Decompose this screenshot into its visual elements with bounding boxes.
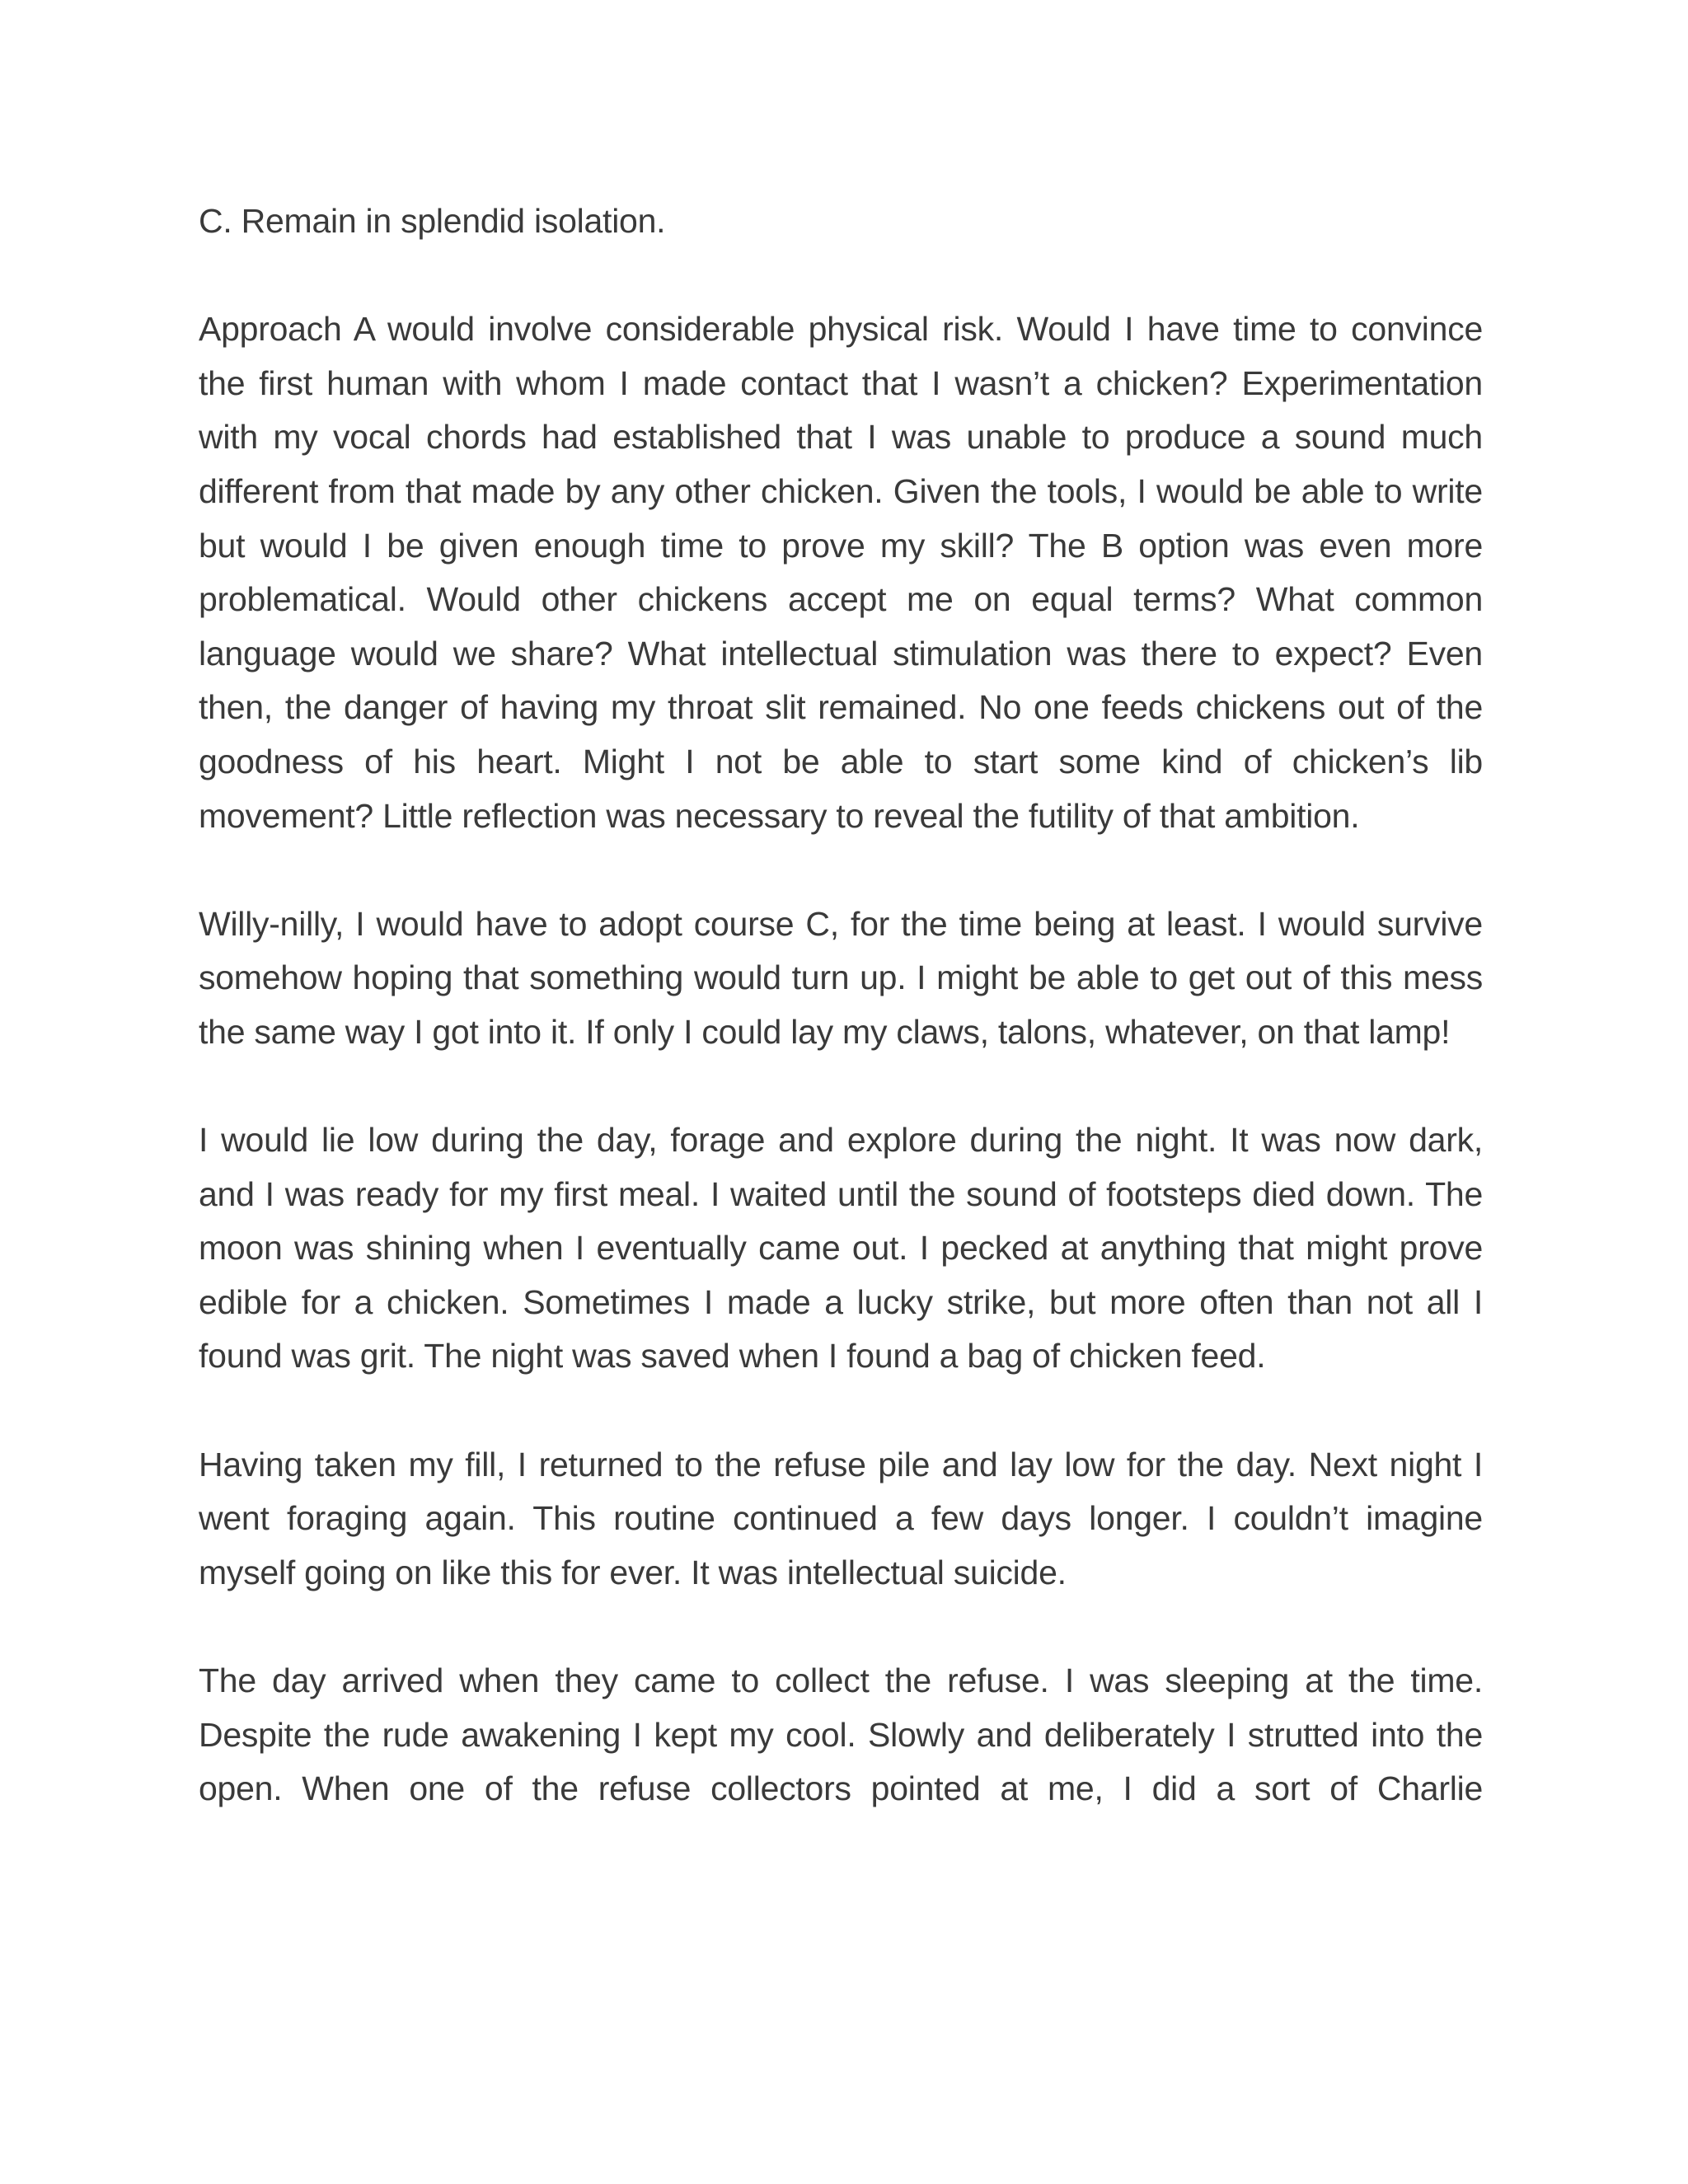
paragraph-taken-my-fill: Having taken my fill, I returned to the refuse pile and lay low for the day. Next night I went foraging again. This routine continued a few days longer. I couldn’t imagine myself going on like this for ever. It was intellectual suicide. [199, 1445, 1483, 1591]
paragraph-option-c: C. Remain in splendid isolation. [199, 202, 666, 240]
paragraph-willy-nilly: Willy-nilly, I would have to adopt course C, for the time being at least. I would survive somehow hoping that something would turn up. I might be able to get out of this mess the same way I got into it. If only I could lay my claws, talons, whatever, on that lamp! [199, 904, 1483, 1051]
paragraph-approach-a: Approach A would involve considerable physical risk. Would I have time to convince the first human with whom I made contact that I wasn’t a chicken? Experimentation with my vocal chords had established that I was unable to produce a sound much different from that made by any other chicken. Given the tools, I would be able to write but would I be given enough time to prove my skill? The B option was even more problematical. Would other chickens accept me on equal terms? What common language would we share? What intellectual stimulation was there to expect? Even then, the danger of having my throat slit remained. No one feeds chickens out of the goodness of his heart. Might I not be able to start some kind of chicken’s lib movement? Little reflection was necessary to reveal the futility of that ambition. [199, 310, 1483, 835]
paragraph-lie-low: I would lie low during the day, forage and explore during the night. It was now dark, and I was ready for my first meal. I waited until the sound of footsteps died down. The moon was shining when I eventually came out. I pecked at anything that might prove edible for a chicken. Sometimes I made a lucky strike, but more often than not all I found was grit. The night was saved when I found a bag of chicken feed. [199, 1121, 1483, 1376]
document-body [199, 194, 1483, 1816]
paragraph-refuse-collection: The day arrived when they came to collect the refuse. I was sleeping at the time. Despite the rude awakening I kept my cool. Slowly and deliberately I strutted into the open. When one of the refuse collectors pointed at me, I did a sort of Charlie [199, 1661, 1483, 1808]
